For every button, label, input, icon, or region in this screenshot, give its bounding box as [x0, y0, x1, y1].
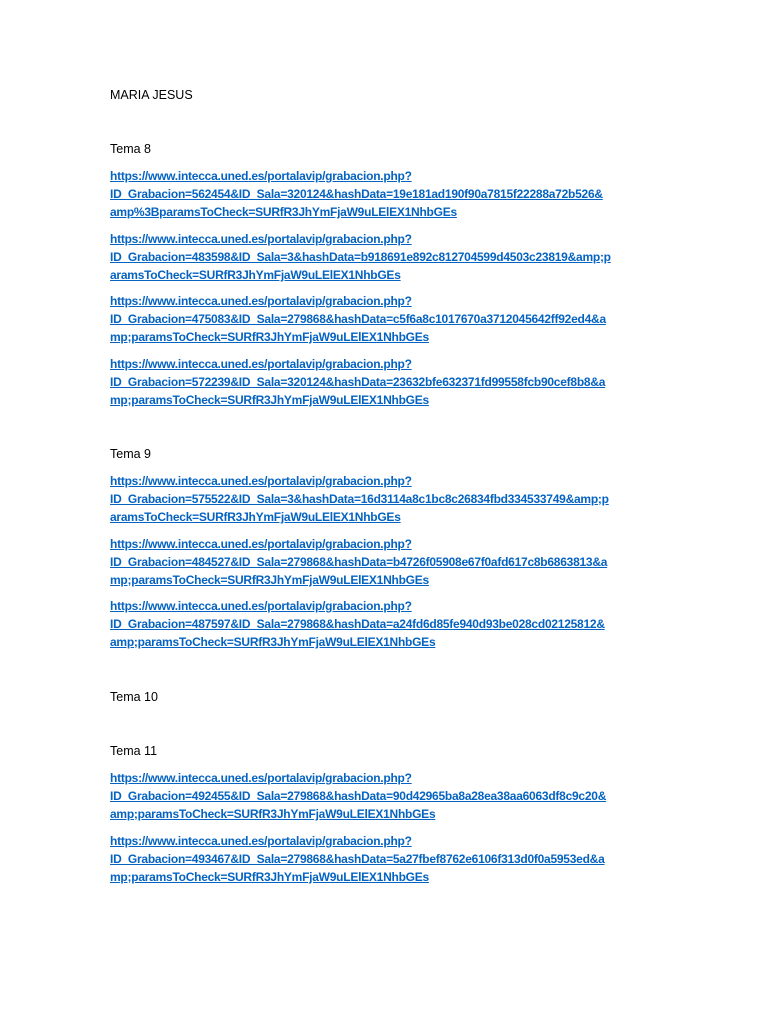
link-line[interactable]: ID_Grabacion=484527&ID_Sala=279868&hashData=b4726f05908e67f0afd617c8b6863813&a [110, 555, 608, 569]
link-line[interactable]: https://www.intecca.uned.es/portalavip/grabacion.php? [110, 232, 412, 246]
link-line[interactable]: https://www.intecca.uned.es/portalavip/grabacion.php? [110, 474, 412, 488]
link-line[interactable]: https://www.intecca.uned.es/portalavip/grabacion.php? [110, 169, 412, 183]
link-line[interactable]: mp;paramsToCheck=SURfR3JhYmFjaW9uLElEX1NhbGEs [110, 573, 429, 587]
link-line[interactable]: mp;paramsToCheck=SURfR3JhYmFjaW9uLElEX1NhbGEs [110, 330, 429, 344]
link-line[interactable]: ID_Grabacion=572239&ID_Sala=320124&hashData=23632bfe632371fd99558fcb90cef8b8&a [110, 375, 606, 389]
link-line[interactable]: https://www.intecca.uned.es/portalavip/grabacion.php? [110, 537, 412, 551]
link-line[interactable]: https://www.intecca.uned.es/portalavip/grabacion.php? [110, 294, 412, 308]
section-title-tema-11: Tema 11 [110, 744, 158, 758]
link-line[interactable]: https://www.intecca.uned.es/portalavip/grabacion.php? [110, 834, 412, 848]
link-line[interactable]: ID_Grabacion=492455&ID_Sala=279868&hashData=90d42965ba8a28ea38aa6063df8c9c20& [110, 789, 607, 803]
link-tema9-1[interactable] [110, 472, 670, 526]
section-title-tema-8: Tema 8 [110, 142, 151, 156]
link-line[interactable]: ID_Grabacion=575522&ID_Sala=3&hashData=16d3114a8c1bc8c26834fbd334533749&amp;p [110, 492, 609, 506]
section-title-tema-9: Tema 9 [110, 447, 151, 461]
link-tema9-3[interactable] [110, 597, 670, 651]
link-line[interactable]: https://www.intecca.uned.es/portalavip/grabacion.php? [110, 771, 412, 785]
link-line[interactable]: ID_Grabacion=487597&ID_Sala=279868&hashData=a24fd6d85fe940d93be028cd02125812& [110, 617, 605, 631]
link-tema11-1[interactable] [110, 769, 670, 823]
link-tema8-1[interactable] [110, 167, 670, 221]
link-line[interactable]: ID_Grabacion=483598&ID_Sala=3&hashData=b918691e892c812704599d4503c23819&amp;p [110, 250, 611, 264]
link-line[interactable]: mp;paramsToCheck=SURfR3JhYmFjaW9uLElEX1NhbGEs [110, 870, 429, 884]
link-line[interactable]: https://www.intecca.uned.es/portalavip/grabacion.php? [110, 357, 412, 371]
link-line[interactable]: aramsToCheck=SURfR3JhYmFjaW9uLElEX1NhbGEs [110, 268, 401, 282]
link-line[interactable]: ID_Grabacion=475083&ID_Sala=279868&hashData=c5f6a8c1017670a3712045642ff92ed4&a [110, 312, 606, 326]
link-tema8-4[interactable] [110, 355, 670, 409]
link-tema8-2[interactable] [110, 230, 670, 284]
author-name: MARIA JESUS [110, 88, 193, 102]
link-line[interactable]: amp;paramsToCheck=SURfR3JhYmFjaW9uLElEX1NhbGEs [110, 635, 436, 649]
link-line[interactable]: https://www.intecca.uned.es/portalavip/grabacion.php? [110, 599, 412, 613]
link-line[interactable]: amp;paramsToCheck=SURfR3JhYmFjaW9uLElEX1NhbGEs [110, 807, 436, 821]
link-line[interactable]: aramsToCheck=SURfR3JhYmFjaW9uLElEX1NhbGEs [110, 510, 401, 524]
link-line[interactable]: ID_Grabacion=562454&ID_Sala=320124&hashData=19e181ad190f90a7815f22288a72b526& [110, 187, 603, 201]
section-title-tema-10: Tema 10 [110, 690, 158, 704]
link-tema11-2[interactable] [110, 832, 670, 886]
link-line[interactable]: ID_Grabacion=493467&ID_Sala=279868&hashData=5a27fbef8762e6106f313d0f0a5953ed&a [110, 852, 605, 866]
link-line[interactable]: amp%3BparamsToCheck=SURfR3JhYmFjaW9uLElEX1NhbGEs [110, 205, 457, 219]
link-tema8-3[interactable] [110, 292, 670, 346]
link-tema9-2[interactable] [110, 535, 670, 589]
link-line[interactable]: mp;paramsToCheck=SURfR3JhYmFjaW9uLElEX1NhbGEs [110, 393, 429, 407]
